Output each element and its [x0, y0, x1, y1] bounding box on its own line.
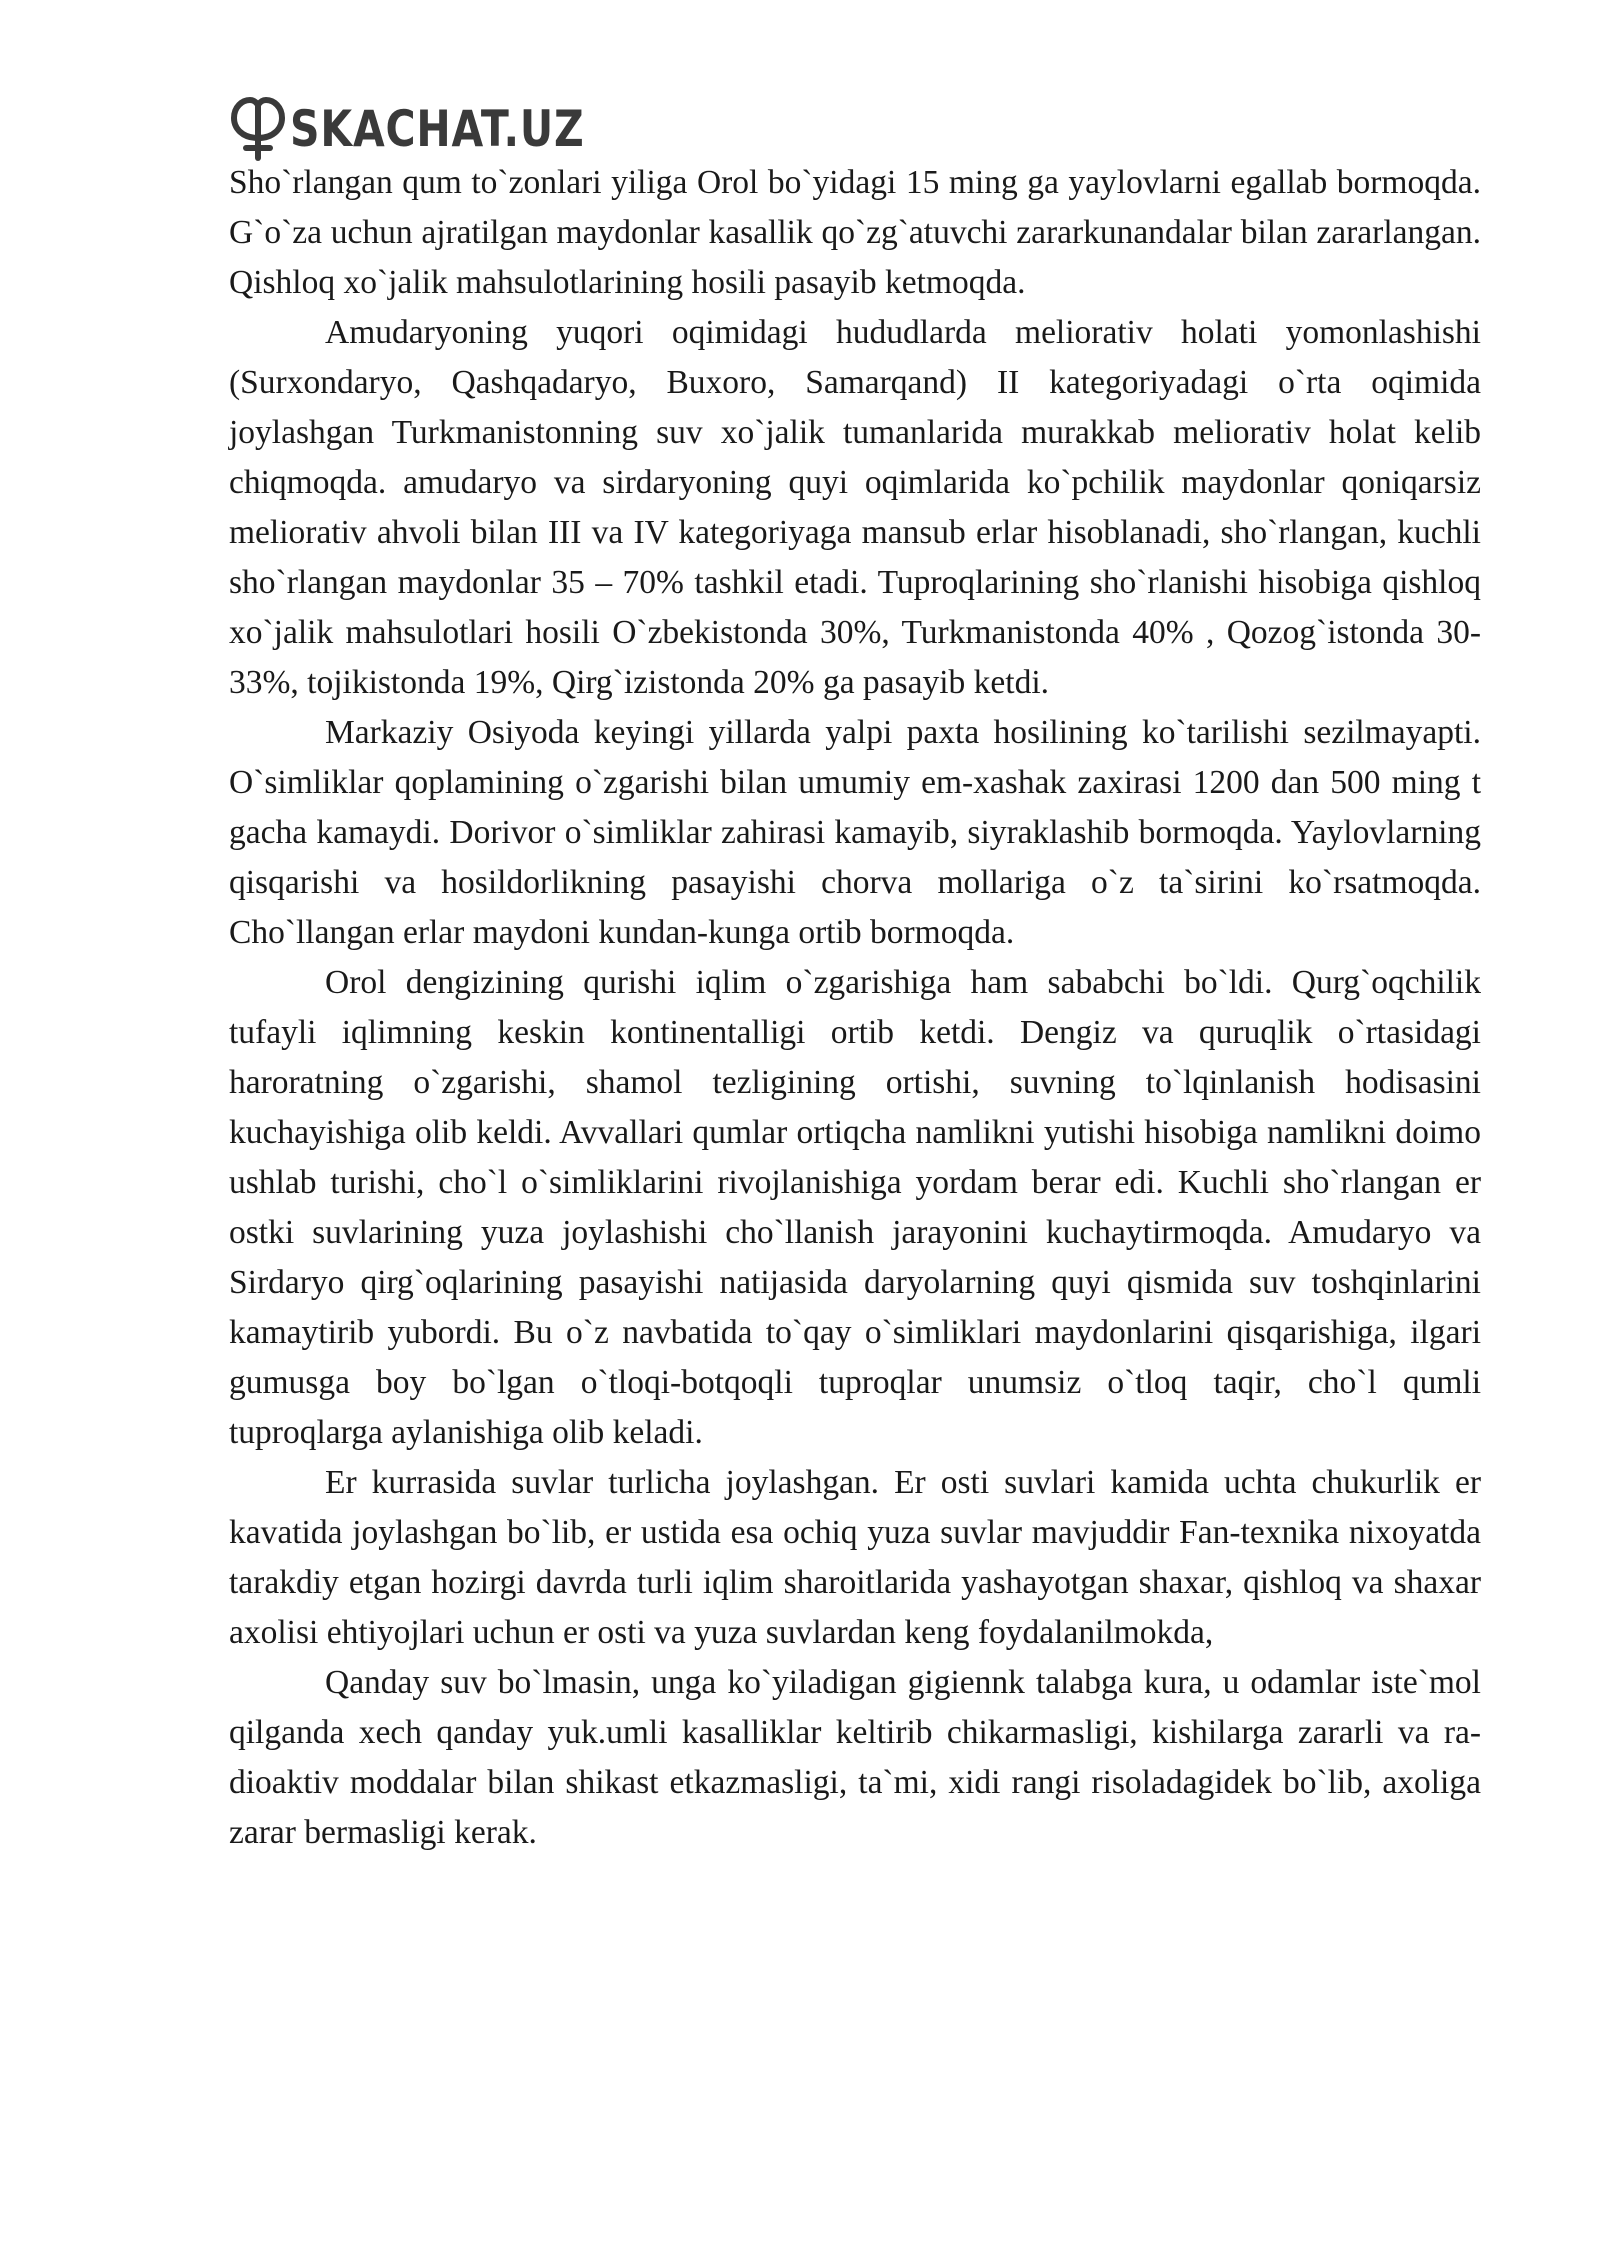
document-body — [229, 158, 1481, 1858]
globe-pin-icon — [228, 96, 288, 162]
paragraph-1: Sho`rlangan qum to`zonlari yiliga Orol bo`yidagi 15 ming ga yaylovlarni egallab bormoqda. G`o`za uchun ajratilgan maydonlar kasallik qo`zg`atuvchi zararkunandalar bilan zararlangan. Qishloq xo`jalik mahsulotlarining hosili pasayib ketmoqda. — [229, 164, 1481, 301]
paragraph-5: Er kurrasida suvlar turlicha joylashgan. Er osti suvlari kamida uchta chukurlik er kavatida joylashgan bo`lib, er ustida esa ochiq yuza suvlar mavjuddir Fan-texnika nixoyatda tarakdiy etgan hozirgi davrda turli iqlim sharoitlarida yashayotgan shaxar, qishloq va shaxar axolisi ehtiyojlari uchun er osti va yuza suvlardan keng foydalanilmokda, — [229, 1464, 1481, 1651]
site-logo[interactable] — [228, 94, 649, 164]
paragraph-2: Amudaryoning yuqori oqimidagi hududlarda meliorativ holati yomonlashishi (Surxondaryo, Qashqadaryo, Buxoro, Samarqand) II kategoriyadagi o`rta oqimida joylashgan Turkmanistonning suv xo`jalik tumanlarida murakkab meliorativ holat kelib chiqmoqda. amudaryo va sirdaryoning quyi oqimlarida ko`pchilik maydonlar qoniqarsiz meliorativ ahvoli bilan III va IV kategoriyaga mansub erlar hisoblanadi, sho`rlangan, kuchli sho`rlangan maydonlar 35 – 70% tashkil etadi. Tuproqlarining sho`rlanishi hisobiga qishloq xo`jalik mahsulotlari hosili O`zbekistonda 30%, Turkmanistonda 40% , Qozog`istonda 30-33%, tojikistonda 19%, Qirg`izistonda 20% ga pasayib ketdi. — [229, 314, 1481, 701]
paragraph-4: Orol dengizining qurishi iqlim o`zgarishiga ham sababchi bo`ldi. Qurg`oqchilik tufayli iqlimning keskin kontinentalligi ortib ketdi. Dengiz va quruqlik o`rtasidagi haroratning o`zgarishi, shamol tezligining ortishi, suvning to`lqinlanish hodisasini kuchayishiga olib keldi. Avvallari qumlar ortiqcha namlikni yutishi hisobiga namlikni doimo ushlab turishi, cho`l o`simliklarini rivojlanishiga yordam berar edi. Kuchli sho`rlangan er ostki suvlarining yuza joylashishi cho`llanish jarayonini kuchaytirmoqda. Amudaryo va Sirdaryo qirg`oqlarining pasayishi natijasida daryolarning quyi qismida suv toshqinlarini kamaytirib yubordi. Bu o`z navbatida to`qay o`simliklari maydonlarini qisqarishiga, ilgari gumusga boy bo`lgan o`tloqi-botqoqli tuproqlar unumsiz o`tloq taqir, cho`l qumli tuproqlarga aylanishiga olib keladi. — [229, 964, 1481, 1451]
paragraph-6: Qanday suv bo`lmasin, unga ko`yiladigan gigiennk talabga kura, u odamlar iste`mol qilganda xech qanday yuk.umli kasalliklar keltirib chikarmasligi, kishilarga zararli va ra-dioaktiv moddalar bilan shikast etkazmasligi, ta`mi, xidi rangi risoladagidek bo`lib, axoliga zarar bermasligi kerak. — [229, 1664, 1481, 1851]
logo-text: SKACHAT.UZ — [290, 100, 585, 158]
paragraph-3: Markaziy Osiyoda keyingi yillarda yalpi paxta hosilining ko`tarilishi sezilmayapti. O`simliklar qoplamining o`zgarishi bilan umumiy em-xashak zaxirasi 1200 dan 500 ming t gacha kamaydi. Dorivor o`simliklar zahirasi kamayib, siyraklashib bormoqda. Yaylovlarning qisqarishi va hosildorlikning pasayishi chorva mollariga o`z ta`sirini ko`rsatmoqda. Cho`llangan erlar maydoni kundan-kunga ortib bormoqda. — [229, 714, 1481, 951]
